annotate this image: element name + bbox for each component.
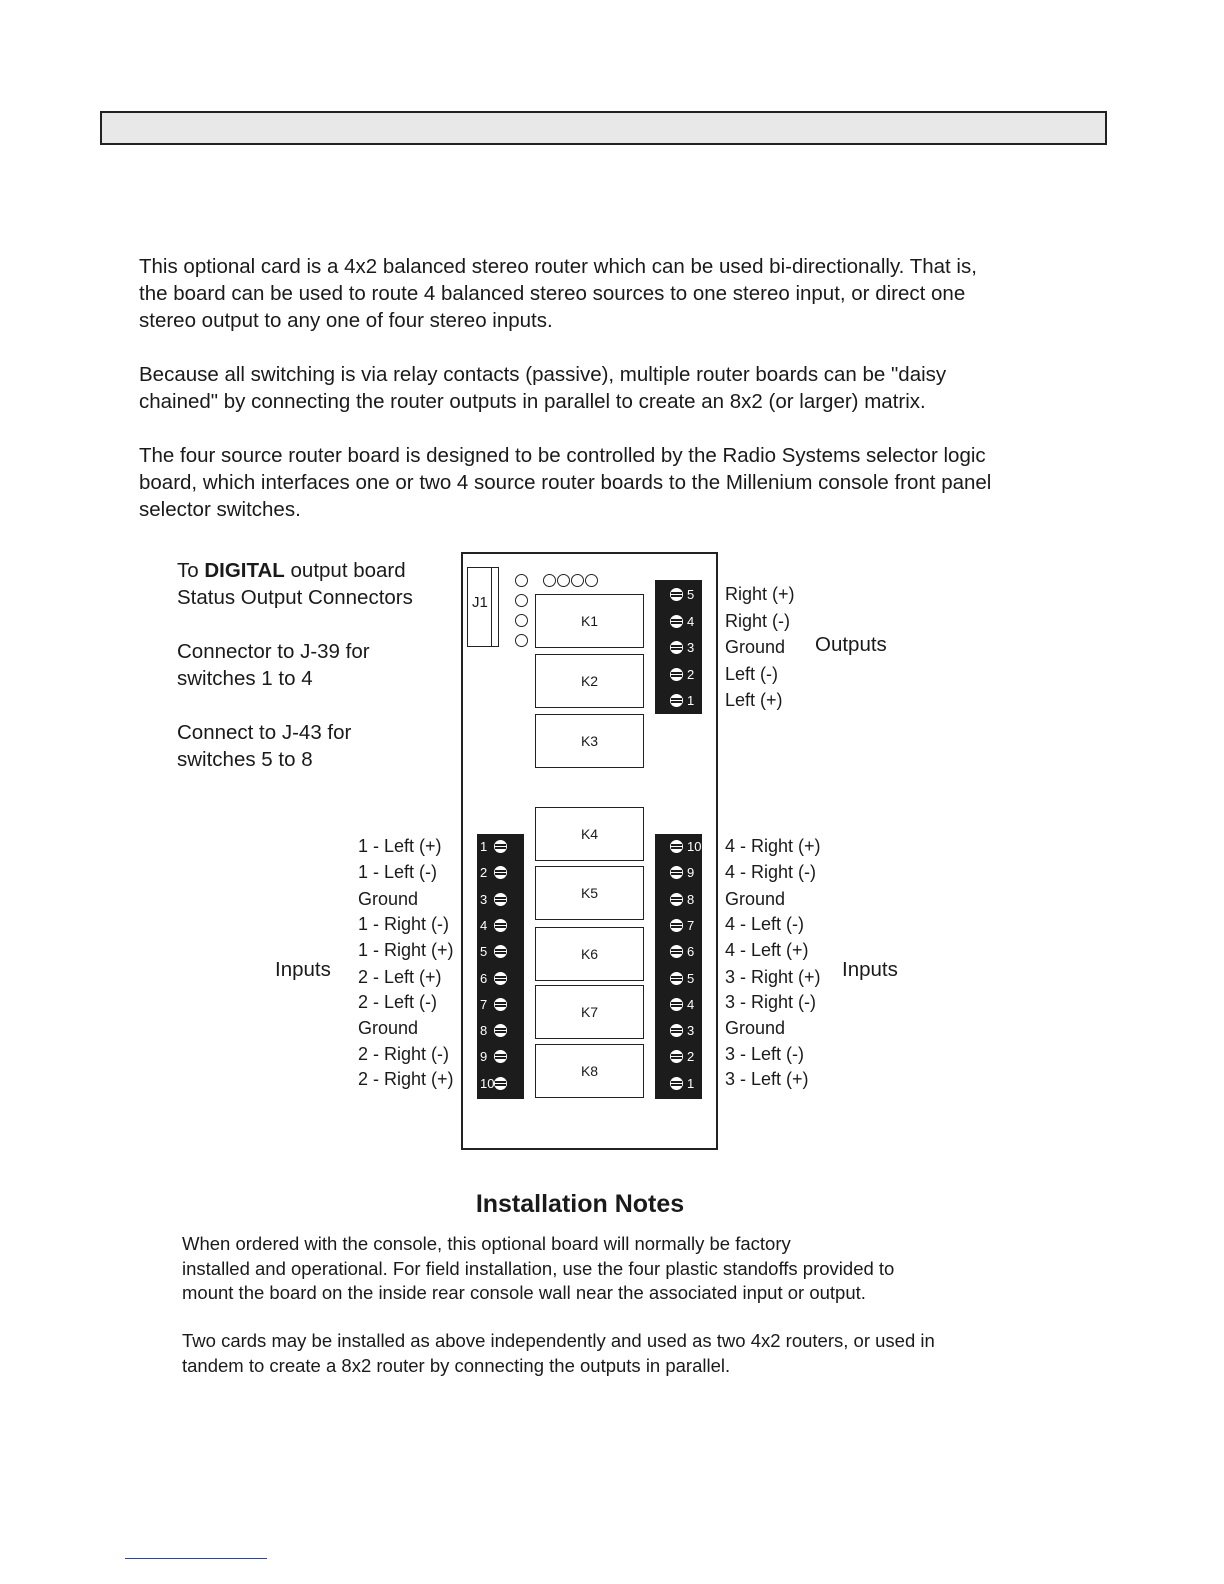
text-line: installed and operational. For field installation, use the four plastic standoffs provided to <box>182 1257 895 1279</box>
pin-number: 10 <box>687 839 702 854</box>
pin-number: 4 <box>687 996 695 1012</box>
pin-label: 1 - Right (-) <box>358 913 450 934</box>
text-bold: DIGITAL <box>204 559 285 582</box>
pin-number: 1 <box>687 1075 695 1091</box>
relay-k2: K2 <box>535 654 644 708</box>
screw-terminal-icon <box>670 694 683 707</box>
diagram-note-j39 <box>177 638 370 692</box>
pin-number: 7 <box>687 917 695 933</box>
pin-number: 5 <box>480 944 488 960</box>
pin-label: 2 - Left (+) <box>358 966 442 987</box>
text-fragment: To <box>177 559 205 582</box>
screw-terminal-icon <box>494 919 507 932</box>
pin-label: 4 - Left (-) <box>725 913 805 934</box>
pin-number: 6 <box>687 944 695 960</box>
led-ring <box>571 574 584 587</box>
pin-label: 3 - Right (-) <box>725 991 817 1012</box>
text-line: chained" by connecting the router outputs in parallel to create an 8x2 (or larger) matrix. <box>139 390 926 413</box>
text-line: Because all switching is via relay contacts (passive), multiple router boards can be "daisy <box>139 363 947 386</box>
pin-label: 3 - Left (-) <box>725 1044 805 1065</box>
relay-k4: K4 <box>535 807 644 861</box>
relay-k8: K8 <box>535 1044 644 1098</box>
pin-number: 3 <box>687 640 695 655</box>
screw-terminal-icon <box>670 972 683 985</box>
section-header-bar <box>100 111 1107 145</box>
installation-paragraph-2 <box>182 1329 1042 1378</box>
pin-label: Left (+) <box>725 690 783 710</box>
pin-number: 8 <box>480 1023 488 1039</box>
text-line: The four source router board is designed to be controlled by the Radio Systems selector logic <box>139 444 986 467</box>
pin-label: Ground <box>358 1018 419 1039</box>
pin-label: 1 - Right (+) <box>358 940 454 961</box>
pin-label: Ground <box>725 637 786 657</box>
led-ring <box>515 614 528 627</box>
inputs-left-label: Inputs <box>275 958 331 981</box>
outputs-label: Outputs <box>815 633 887 656</box>
screw-terminal-icon <box>494 998 507 1011</box>
pin-label: 1 - Left (-) <box>358 862 438 883</box>
pin-label: 2 - Right (-) <box>358 1044 450 1065</box>
pin-label: 4 - Right (+) <box>725 836 821 856</box>
pin-number: 4 <box>480 917 488 933</box>
j1-connector-inner <box>491 567 497 647</box>
pin-number: 9 <box>687 865 695 881</box>
pin-label: 2 - Left (-) <box>358 991 438 1012</box>
pin-label: Ground <box>725 1018 786 1039</box>
pin-label: 2 - Right (+) <box>358 1068 454 1089</box>
pin-label: 3 - Left (+) <box>725 1068 809 1089</box>
led-ring <box>557 574 570 587</box>
pin-number: 6 <box>480 970 488 986</box>
text-line: When ordered with the console, this optional board will normally be factory <box>182 1233 791 1254</box>
diagram-note-j43 <box>177 719 351 773</box>
text-line: mount the board on the inside rear console wall near the associated input or output. <box>182 1282 866 1303</box>
relay-k1: K1 <box>535 594 644 648</box>
relay-k3: K3 <box>535 714 644 768</box>
screw-terminal-icon <box>494 840 507 853</box>
text-line: selector switches. <box>139 498 301 521</box>
screw-terminal-icon <box>670 1024 683 1037</box>
screw-terminal-icon <box>494 1077 507 1090</box>
screw-terminal-icon <box>670 641 683 654</box>
pin-label: 3 - Right (+) <box>725 966 821 987</box>
footer-link-line <box>125 1558 267 1559</box>
pin-number: 5 <box>687 587 695 602</box>
pin-label: Ground <box>358 888 419 909</box>
pin-label: Right (-) <box>725 610 791 631</box>
pin-number: 2 <box>480 865 488 881</box>
j1-label: J1 <box>472 594 488 611</box>
text-line: switches 1 to 4 <box>177 667 313 690</box>
pin-number: 7 <box>480 996 488 1012</box>
pin-label: Left (-) <box>725 663 779 684</box>
text-line: stereo output to any one of four stereo inputs. <box>139 309 553 332</box>
pin-number: 9 <box>480 1049 488 1065</box>
led-ring <box>543 574 556 587</box>
pin-number: 8 <box>687 891 695 907</box>
screw-terminal-icon <box>670 588 683 601</box>
pin-label: Ground <box>725 888 786 909</box>
screw-terminal-icon <box>494 893 507 906</box>
intro-paragraph-3 <box>139 442 1089 523</box>
screw-terminal-icon <box>494 972 507 985</box>
screw-terminal-icon <box>670 615 683 628</box>
led-ring <box>585 574 598 587</box>
relay-k7: K7 <box>535 985 644 1039</box>
led-ring <box>515 574 528 587</box>
text-line: Two cards may be installed as above independently and used as two 4x2 routers, or used in <box>182 1330 935 1351</box>
text-line: Connector to J-39 for <box>177 640 370 663</box>
led-ring <box>515 634 528 647</box>
text-line: This optional card is a 4x2 balanced stereo router which can be used bi-directionally. That is, <box>139 255 977 278</box>
screw-terminal-icon <box>670 1077 683 1090</box>
pin-label: 4 - Left (+) <box>725 940 809 961</box>
installation-notes-title: Installation Notes <box>475 1190 685 1218</box>
installation-paragraph-1 <box>182 1232 1042 1306</box>
intro-paragraph-1 <box>139 253 1089 334</box>
diagram-note-digital <box>177 557 413 611</box>
text-line: tandem to create a 8x2 router by connecting the outputs in parallel. <box>182 1354 731 1376</box>
relay-k6: K6 <box>535 927 644 981</box>
text-fragment: output board <box>284 559 406 582</box>
screw-terminal-icon <box>494 1024 507 1037</box>
text-line: Status Output Connectors <box>177 586 413 609</box>
screw-terminal-icon <box>670 893 683 906</box>
screw-terminal-icon <box>670 668 683 681</box>
pin-number: 3 <box>480 891 488 907</box>
led-ring <box>515 594 528 607</box>
pin-number: 4 <box>687 613 695 629</box>
intro-paragraph-2 <box>139 361 1089 415</box>
text-line: the board can be used to route 4 balanced stereo sources to one stereo input, or direct one <box>139 282 966 305</box>
screw-terminal-icon <box>670 998 683 1011</box>
relay-k5: K5 <box>535 866 644 920</box>
screw-terminal-icon <box>670 840 683 853</box>
pin-number: 1 <box>480 839 488 854</box>
screw-terminal-icon <box>670 919 683 932</box>
pin-number: 2 <box>687 1049 695 1065</box>
pin-number: 1 <box>687 693 695 708</box>
inputs-right-label: Inputs <box>842 958 898 981</box>
pin-number: 3 <box>687 1023 695 1039</box>
pin-number: 2 <box>687 666 695 682</box>
pin-label: 1 - Left (+) <box>358 836 442 856</box>
pin-number: 5 <box>687 970 695 986</box>
text-line: switches 5 to 8 <box>177 748 313 771</box>
text-line: Connect to J-43 for <box>177 721 352 744</box>
text-line: board, which interfaces one or two 4 source router boards to the Millenium console front panel <box>139 471 992 494</box>
pin-number: 10 <box>480 1075 495 1091</box>
pin-label: Right (+) <box>725 584 795 604</box>
pin-label: 4 - Right (-) <box>725 862 817 883</box>
